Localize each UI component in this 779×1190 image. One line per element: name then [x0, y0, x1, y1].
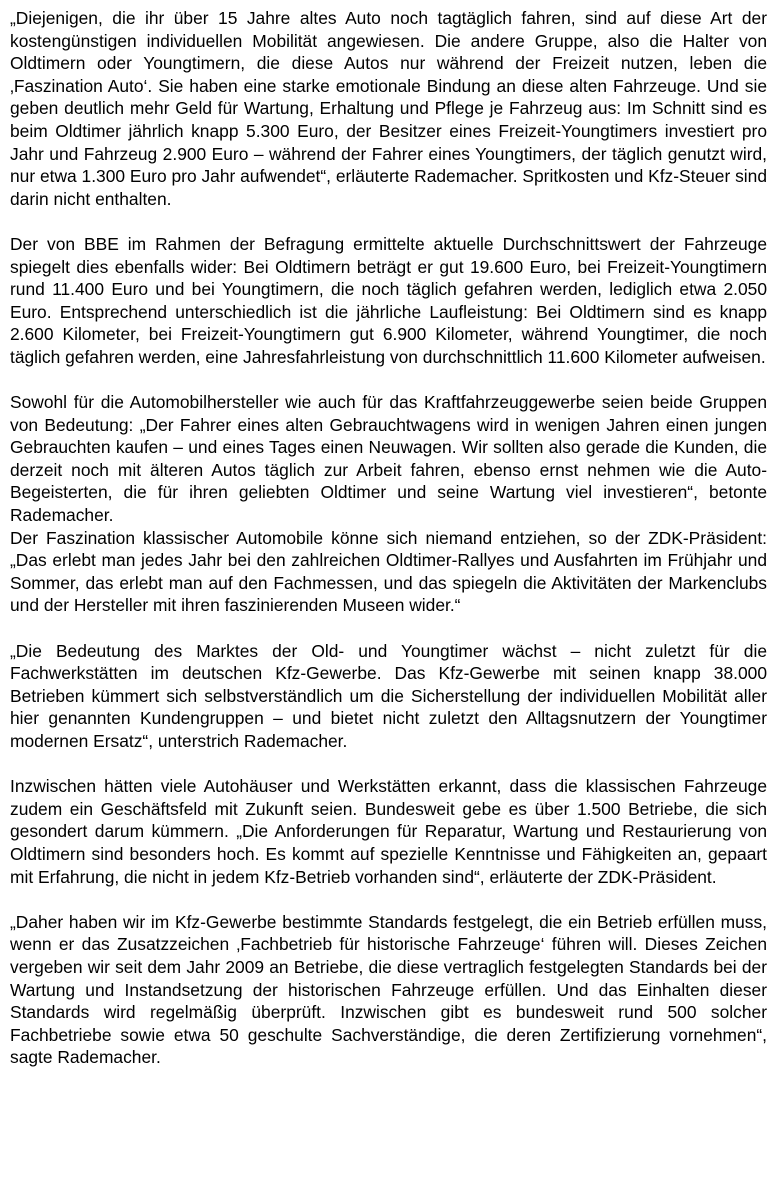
paragraph-6: Inzwischen hätten viele Autohäuser und Werkstätten erkannt, dass die klassischen Fahrzeuge zudem ein Geschäftsfeld mit Zukunft seien. Bundesweit gebe es über 1.500 Betriebe, die sich gesondert darum kümmern. „Die Anforderungen für Reparatur, Wartung und Restaurierung von Oldtimern sind besonders hoch. Es kommt auf spezielle Kenntnisse und Fähigkeiten an, gepaart mit Erfahrung, die nicht in jedem Kfz-Betrieb vorhanden sind“, erläuterte der ZDK-Präsident. — [10, 776, 767, 887]
paragraph-4: Der Faszination klassischer Automobile könne sich niemand entziehen, so der ZDK-Präsident: „Das erlebt man jedes Jahr bei den zahlreichen Oldtimer-Rallyes und Ausfahrten im Frühjahr und Sommer, das erlebt man auf den Fachmessen, und das spiegeln die Aktivitäten der Markenclubs und der Hersteller mit ihren faszinierenden Museen wider.“ — [10, 527, 767, 616]
paragraph-2: Der von BBE im Rahmen der Befragung ermittelte aktuelle Durchschnittswert der Fahrzeuge spiegelt dies ebenfalls wider: Bei Oldtimern beträgt er gut 19.600 Euro, bei Freizeit-Youngtimern rund 11.400 Euro und bei Youngtimern, die noch täglich gefahren werden, lediglich etwa 2.050 Euro. Entsprechend unterschiedlich ist die jährliche Laufleistung: Bei Oldtimern sind es knapp 2.600 Kilometer, bei Freizeit-Youngtimern gut 6.900 Kilometer, während Youngtimer, die noch täglich gefahren werden, eine Jahresfahrleistung von durchschnittlich 11.600 Kilometer aufweisen. — [10, 233, 767, 367]
paragraph-7: „Daher haben wir im Kfz-Gewerbe bestimmte Standards festgelegt, die ein Betrieb erfüllen muss, wenn er das Zusatzzeichen ‚Fachbetrieb für historische Fahrzeuge‘ führen will. Dieses Zeichen vergeben wir seit dem Jahr 2009 an Betriebe, die diese vertraglich festgelegten Standards bei der Wartung und Instandsetzung der historischen Fahrzeuge erfüllen. Und das Einhalten dieser Standards wird regelmäßig überprüft. Inzwischen gibt es bundesweit rund 500 solcher Fachbetriebe sowie etwa 50 geschulte Sachverständige, die deren Zertifizierung vornehmen“, sagte Rademacher. — [10, 911, 767, 1068]
paragraph-3: Sowohl für die Automobilhersteller wie auch für das Kraftfahrzeuggewerbe seien beide Gruppen von Bedeutung: „Der Fahrer eines alten Gebrauchtwagens wird in wenigen Jahren einen jungen Gebrauchten kaufen – und eines Tages einen Neuwagen. Wir sollten also gerade die Kunden, die derzeit noch mit älteren Autos täglich zur Arbeit fahren, ebenso ernst nehmen wie die Auto-Begeisterten, die für ihren geliebten Oldtimer und seine Wartung viel investieren“, betonte Rademacher. — [10, 392, 767, 526]
document-body — [10, 7, 767, 1069]
paragraph-5: „Die Bedeutung des Marktes der Old- und Youngtimer wächst – nicht zuletzt für die Fachwerkstätten im deutschen Kfz-Gewerbe. Das Kfz-Gewerbe mit seinen knapp 38.000 Betrieben kümmert sich selbstverständlich um die Sicherstellung der individuellen Mobilität aller hier genannten Kundengruppen – und bietet nicht zuletzt den Alltagsnutzern der Youngtimer modernen Ersatz“, unterstrich Rademacher. — [10, 640, 767, 751]
paragraph-1: „Diejenigen, die ihr über 15 Jahre altes Auto noch tagtäglich fahren, sind auf diese Art der kostengünstigen individuellen Mobilität angewiesen. Die andere Gruppe, also die Halter von Oldtimern oder Youngtimern, die diese Autos nur während der Freizeit nutzen, leben die ‚Faszination Auto‘. Sie haben eine starke emotionale Bindung an diese alten Fahrzeuge. Und sie geben deutlich mehr Geld für Wartung, Erhaltung und Pflege je Fahrzeug aus: Im Schnitt sind es beim Oldtimer jährlich knapp 5.300 Euro, der Besitzer eines Freizeit-Youngtimers investiert pro Jahr und Fahrzeug 2.900 Euro – während der Fahrer eines Youngtimers, der täglich genutzt wird, nur etwa 1.300 Euro pro Jahr aufwendet“, erläuterte Rademacher. Spritkosten und Kfz-Steuer sind darin nicht enthalten. — [10, 8, 767, 209]
